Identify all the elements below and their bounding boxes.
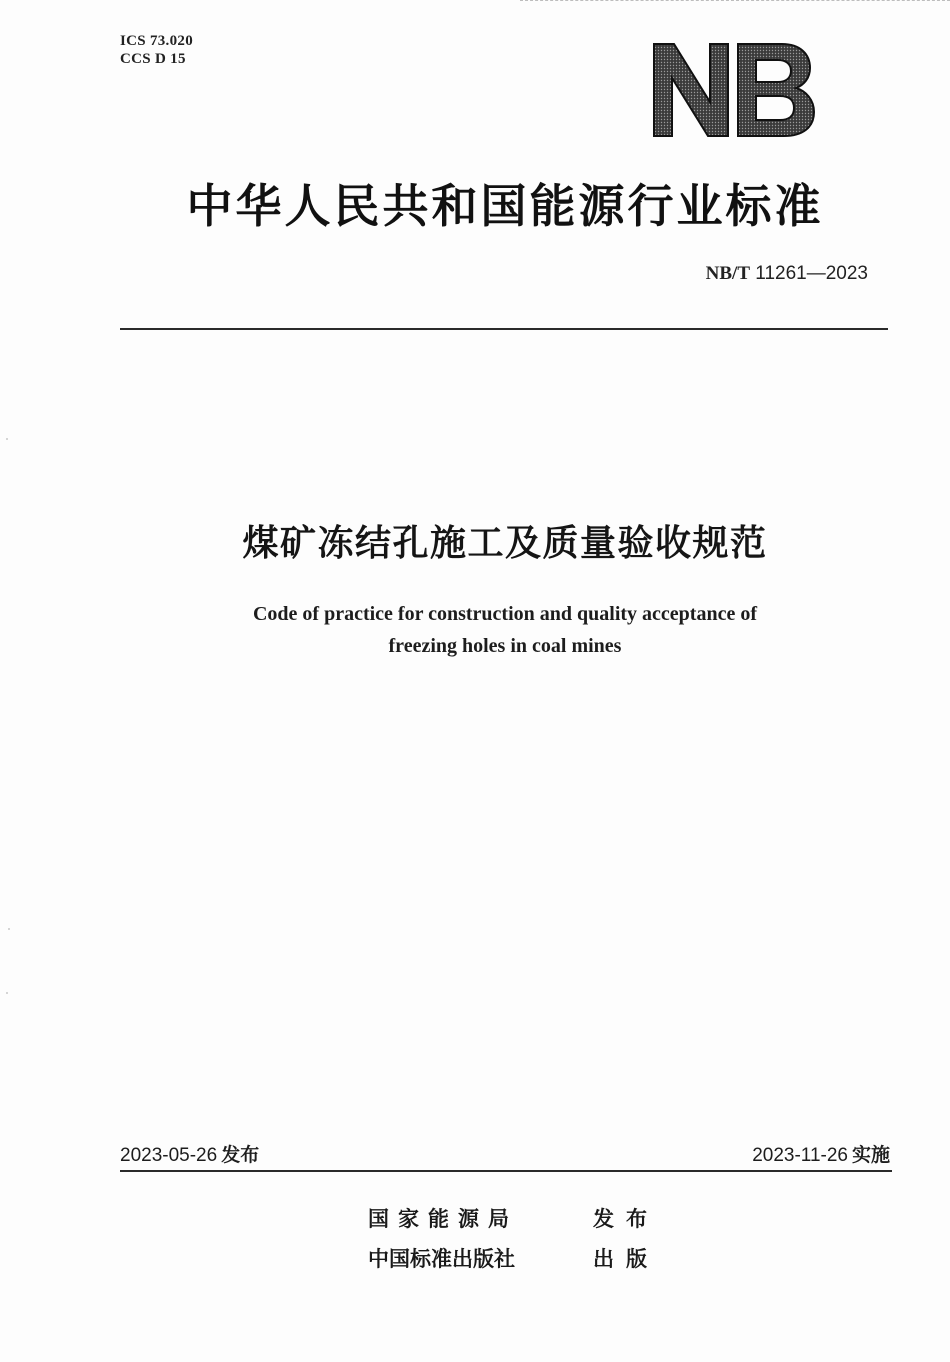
issue-date-label: 发布 <box>221 1144 260 1166</box>
publisher-row <box>368 1238 659 1278</box>
title-en-line-1: Code of practice for construction and quality acceptance of <box>252 603 757 625</box>
standard-prefix: NB/T <box>705 263 751 284</box>
document-title-en <box>130 598 880 662</box>
ccs-code: CCS D 15 <box>120 51 186 67</box>
standard-number <box>706 262 868 285</box>
issue-date-value: 2023-05-26 <box>120 1145 218 1166</box>
implementation-date-value: 2023-11-26 <box>752 1145 848 1166</box>
title-en-line-2: freezing holes in coal mines <box>388 635 622 657</box>
nb-logo <box>648 40 818 140</box>
scan-speck <box>6 438 8 440</box>
scan-speck <box>8 928 10 930</box>
publisher-block <box>368 1198 659 1278</box>
issue-date <box>120 1140 259 1167</box>
footer-divider <box>120 1170 892 1172</box>
ics-code: ICS 73.020 <box>120 33 194 49</box>
issuing-action: 发布 <box>593 1207 659 1231</box>
scan-edge-line <box>520 0 950 1</box>
issuing-authority: 国家能源局 <box>368 1207 518 1231</box>
publisher-row <box>368 1198 659 1238</box>
document-title-cn: 煤矿冻结孔施工及质量验收规范 <box>242 523 768 564</box>
classification-codes <box>120 32 193 68</box>
implementation-date <box>752 1140 890 1167</box>
organization-title: 中华人民共和国能源行业标准 <box>186 179 824 233</box>
standard-code: 11261—2023 <box>750 263 868 284</box>
header-divider <box>120 328 888 330</box>
scan-speck <box>6 992 8 994</box>
nb-logo-graphic <box>648 40 818 140</box>
publishing-house: 中国标准出版社 <box>368 1247 515 1271</box>
publishing-action: 出版 <box>593 1247 659 1271</box>
implementation-date-label: 实施 <box>851 1144 890 1166</box>
